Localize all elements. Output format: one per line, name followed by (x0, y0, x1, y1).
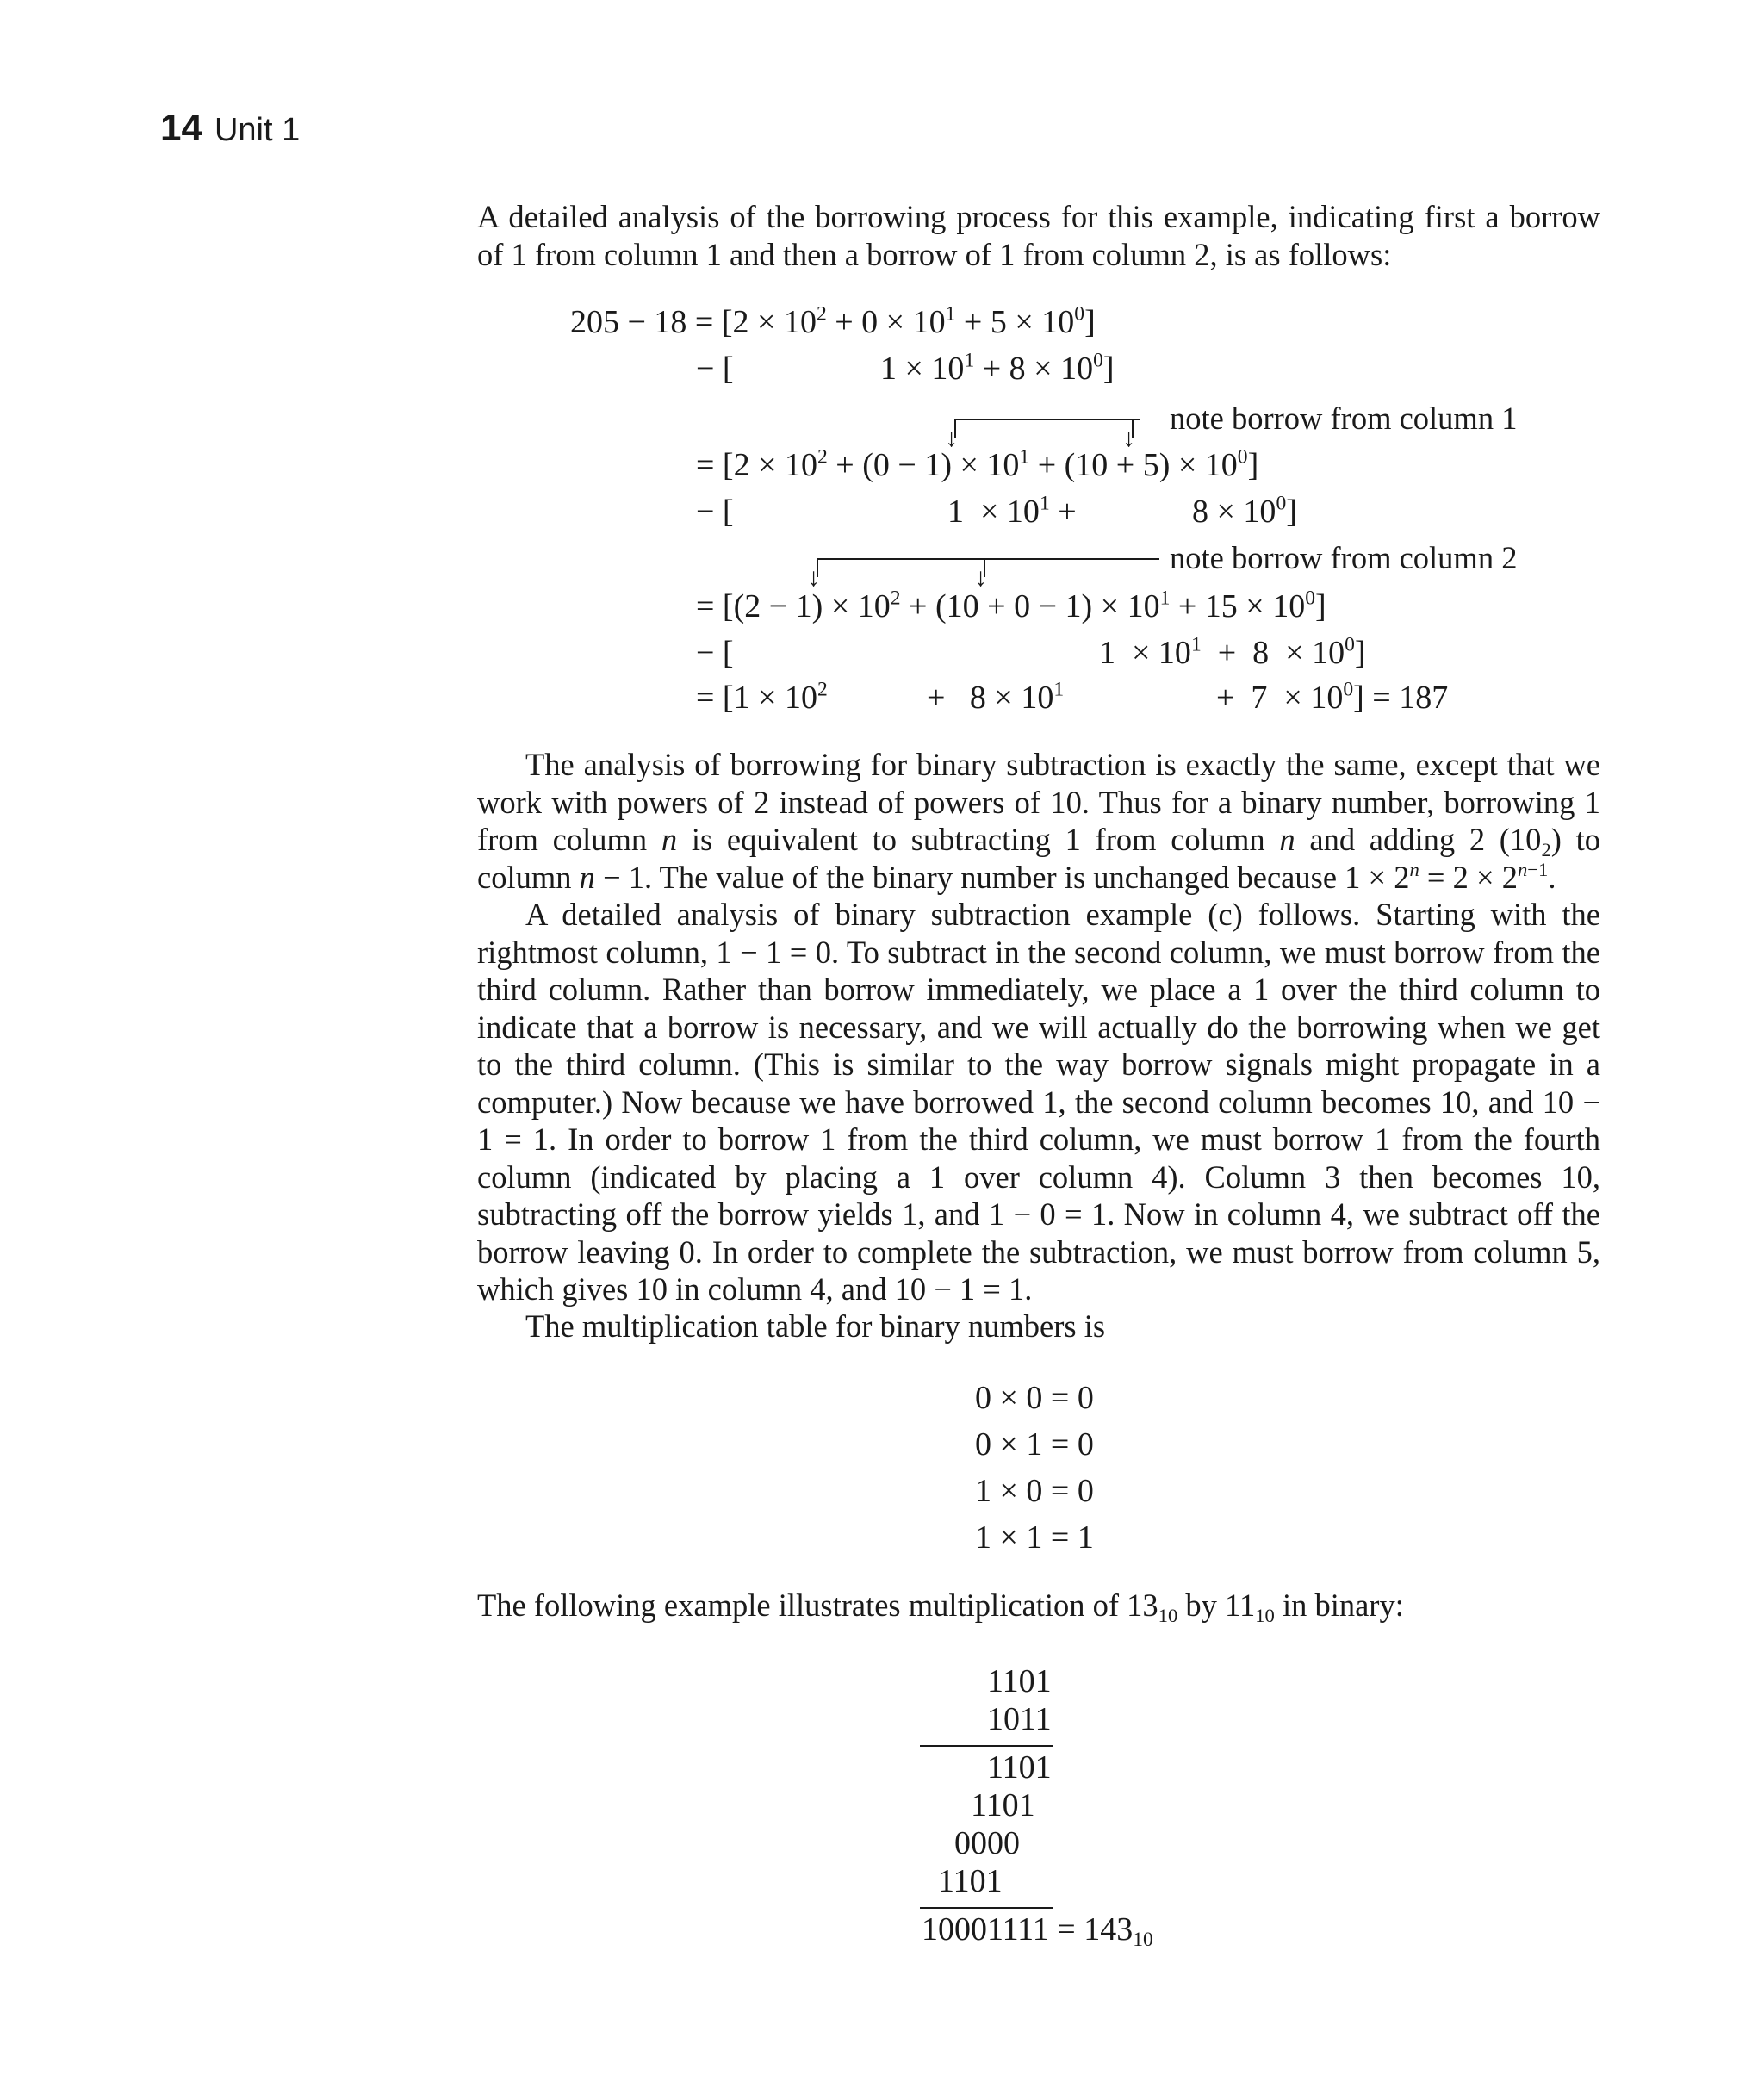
derivation-row-5: = $[(2 - 1) \times 10^2 + (10 + 0 - 1) \times 10^1 + 15 \times 10^0]$ (696, 587, 1326, 624)
partial-product: 1101 (938, 1863, 1003, 1899)
arrow-down-icon: ↓ (807, 563, 820, 592)
arrow-down-icon: ↓ (974, 563, 987, 592)
derivation-row-4: − [ (696, 494, 734, 530)
arrow-down-icon: ↓ (945, 424, 958, 452)
arrow-down-icon: ↓ (1122, 424, 1135, 452)
running-head (160, 107, 300, 150)
example-intro: The following example illustrates multiplication of $13_{10}$ by $11_{10}$ in binary: (477, 1587, 1404, 1626)
derivation-row-6: − [ (696, 635, 734, 671)
mult-table-row: 1 × 0 = 0 (975, 1473, 1094, 1509)
borrow-arrow-2-bar (817, 558, 1159, 560)
derivation-row-7: = [$1 \times 10^2$ (696, 678, 828, 716)
partial-product: 0000 (954, 1825, 1020, 1861)
product: $10001111 = 143_{10}$ (922, 1911, 1153, 1952)
derivation-row-6-terms: $1 \times 10^1 + 8 \times 10^0$] (1099, 633, 1366, 671)
page-number: 14 (160, 107, 202, 149)
derivation-result: 187 (1399, 680, 1449, 716)
derivation-row-1: $205 - 18 = [2 \times 10^2 + 0 \times 10^1 + 5 \times 10^0]$ (570, 302, 1096, 340)
derivation-row-7-term-a: + $8 \times 10^1$ (927, 678, 1065, 716)
derivation-row-3: = $[2 \times 10^2 + (0 - 1) \times 10^1 + (10 + 5) \times 10^0]$ (696, 445, 1259, 483)
mult-table (975, 1375, 1094, 1561)
partial-product: 1101 (971, 1787, 1035, 1823)
derivation-row-4-term-a: $1 \times 10^1$ + (947, 492, 1077, 530)
paragraph-binary-borrow: The analysis of borrowing for binary subtraction is exactly the same, except that we work with powers of 2 instead of powers of 10. Thus for a binary number, borrowing 1 from column n is equivalent to subtracting 1 from column n and adding 2 $(10_2)$ to column n − 1. The value of the binary number is unchanged because $1 \times 2^n = 2 \times 2^{n-1}$. (477, 747, 1601, 895)
derivation-row-4-term-b: $8 \times 10^0$] (1192, 492, 1297, 530)
multiplicand: 1101 (987, 1663, 1052, 1699)
multiplier: 1011 (987, 1701, 1052, 1737)
borrow-note-2: note borrow from column 2 (1170, 540, 1518, 575)
unit-label: Unit 1 (214, 112, 301, 148)
borrow-note-1: note borrow from column 1 (1170, 401, 1518, 436)
partial-product: 1101 (987, 1749, 1052, 1786)
rule-line (920, 1907, 1053, 1909)
derivation-row-2: − [ (696, 351, 734, 387)
rule-line (920, 1745, 1053, 1747)
mult-table-row: 0 × 1 = 0 (975, 1426, 1094, 1463)
mult-table-row: 1 × 1 = 1 (975, 1519, 1094, 1556)
intro-paragraph: A detailed analysis of the borrowing process for this example, indicating first a borrow of 1 from column 1 and then a borrow of 1 from column 2, is as follows: (477, 199, 1600, 272)
paragraph-example-c: A detailed analysis of binary subtraction example (c) follows. Starting with the rightmost column, 1 − 1 = 0. To subtract in the second column, we must borrow from the third column. Rather than borrow immediately, we place a 1 over the third column to indicate that a borrow is necessary, and we will actually do the borrowing when we get to the third column. (This is similar to the way borrow signals might propagate in a computer.) Now because we have borrowed 1, the second column becomes 10, and 10 − 1 = 1. In order to borrow 1 from the third column, we must borrow 1 from the fourth column (indicated by placing a 1 over column 4). Column 3 then becomes 10, subtracting off the borrow yields 1, and 1 − 0 = 1. Now in column 4, we subtract off the borrow leaving 0. In order to complete the subtraction, we must borrow from column 5, which gives 10 in column 4, and 10 − 1 = 1. (477, 897, 1600, 1307)
derivation-row-2-terms: $1 \times 10^1 + 8 \times 10^0$] (880, 349, 1115, 387)
paragraph-mult-intro: The multiplication table for binary numbers is (525, 1308, 1106, 1344)
mult-table-row: 0 × 0 = 0 (975, 1380, 1094, 1416)
derivation-row-7-term-b: + $7 \times 10^0] = 187$ (1216, 678, 1449, 716)
borrow-arrow-1-bar (954, 419, 1140, 420)
